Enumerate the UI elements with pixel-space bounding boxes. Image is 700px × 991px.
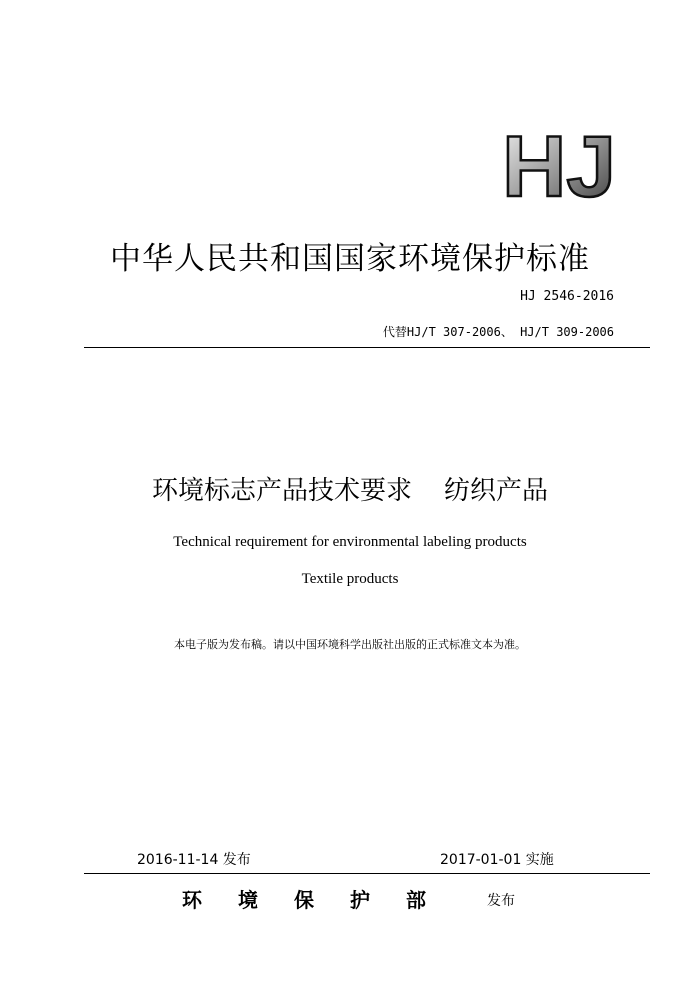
hj-logo-text: HJ [502,128,616,200]
ministry-release-label: 发布 [487,893,515,909]
hj-logo [500,128,618,200]
document-title-en-line1: Technical requirement for environmental labeling products [173,534,527,550]
standard-category-title: 中华人民共和国国家环境保护标准 [110,241,590,277]
document-title-cn [0,470,700,507]
document-title-cn-part2: 纺织产品 [444,476,549,506]
implementation-date: 2017-01-01 实施 [440,852,554,868]
top-divider [84,347,650,348]
release-notice: 本电子版为发布稿。请以中国环境科学出版社出版的正式标准文本为准。 [174,638,526,651]
bottom-divider [84,873,650,874]
issuing-ministry: 环境保护部 [182,888,462,912]
issue-date: 2016-11-14 发布 [137,852,251,868]
document-title-en-line2: Textile products [301,571,399,587]
document-title-cn-part1: 环境标志产品技术要求 [151,476,412,506]
replaces-standards: 代替HJ/T 307-2006、 HJ/T 309-2006 [382,325,614,339]
standard-code: HJ 2546-2016 [520,289,614,304]
